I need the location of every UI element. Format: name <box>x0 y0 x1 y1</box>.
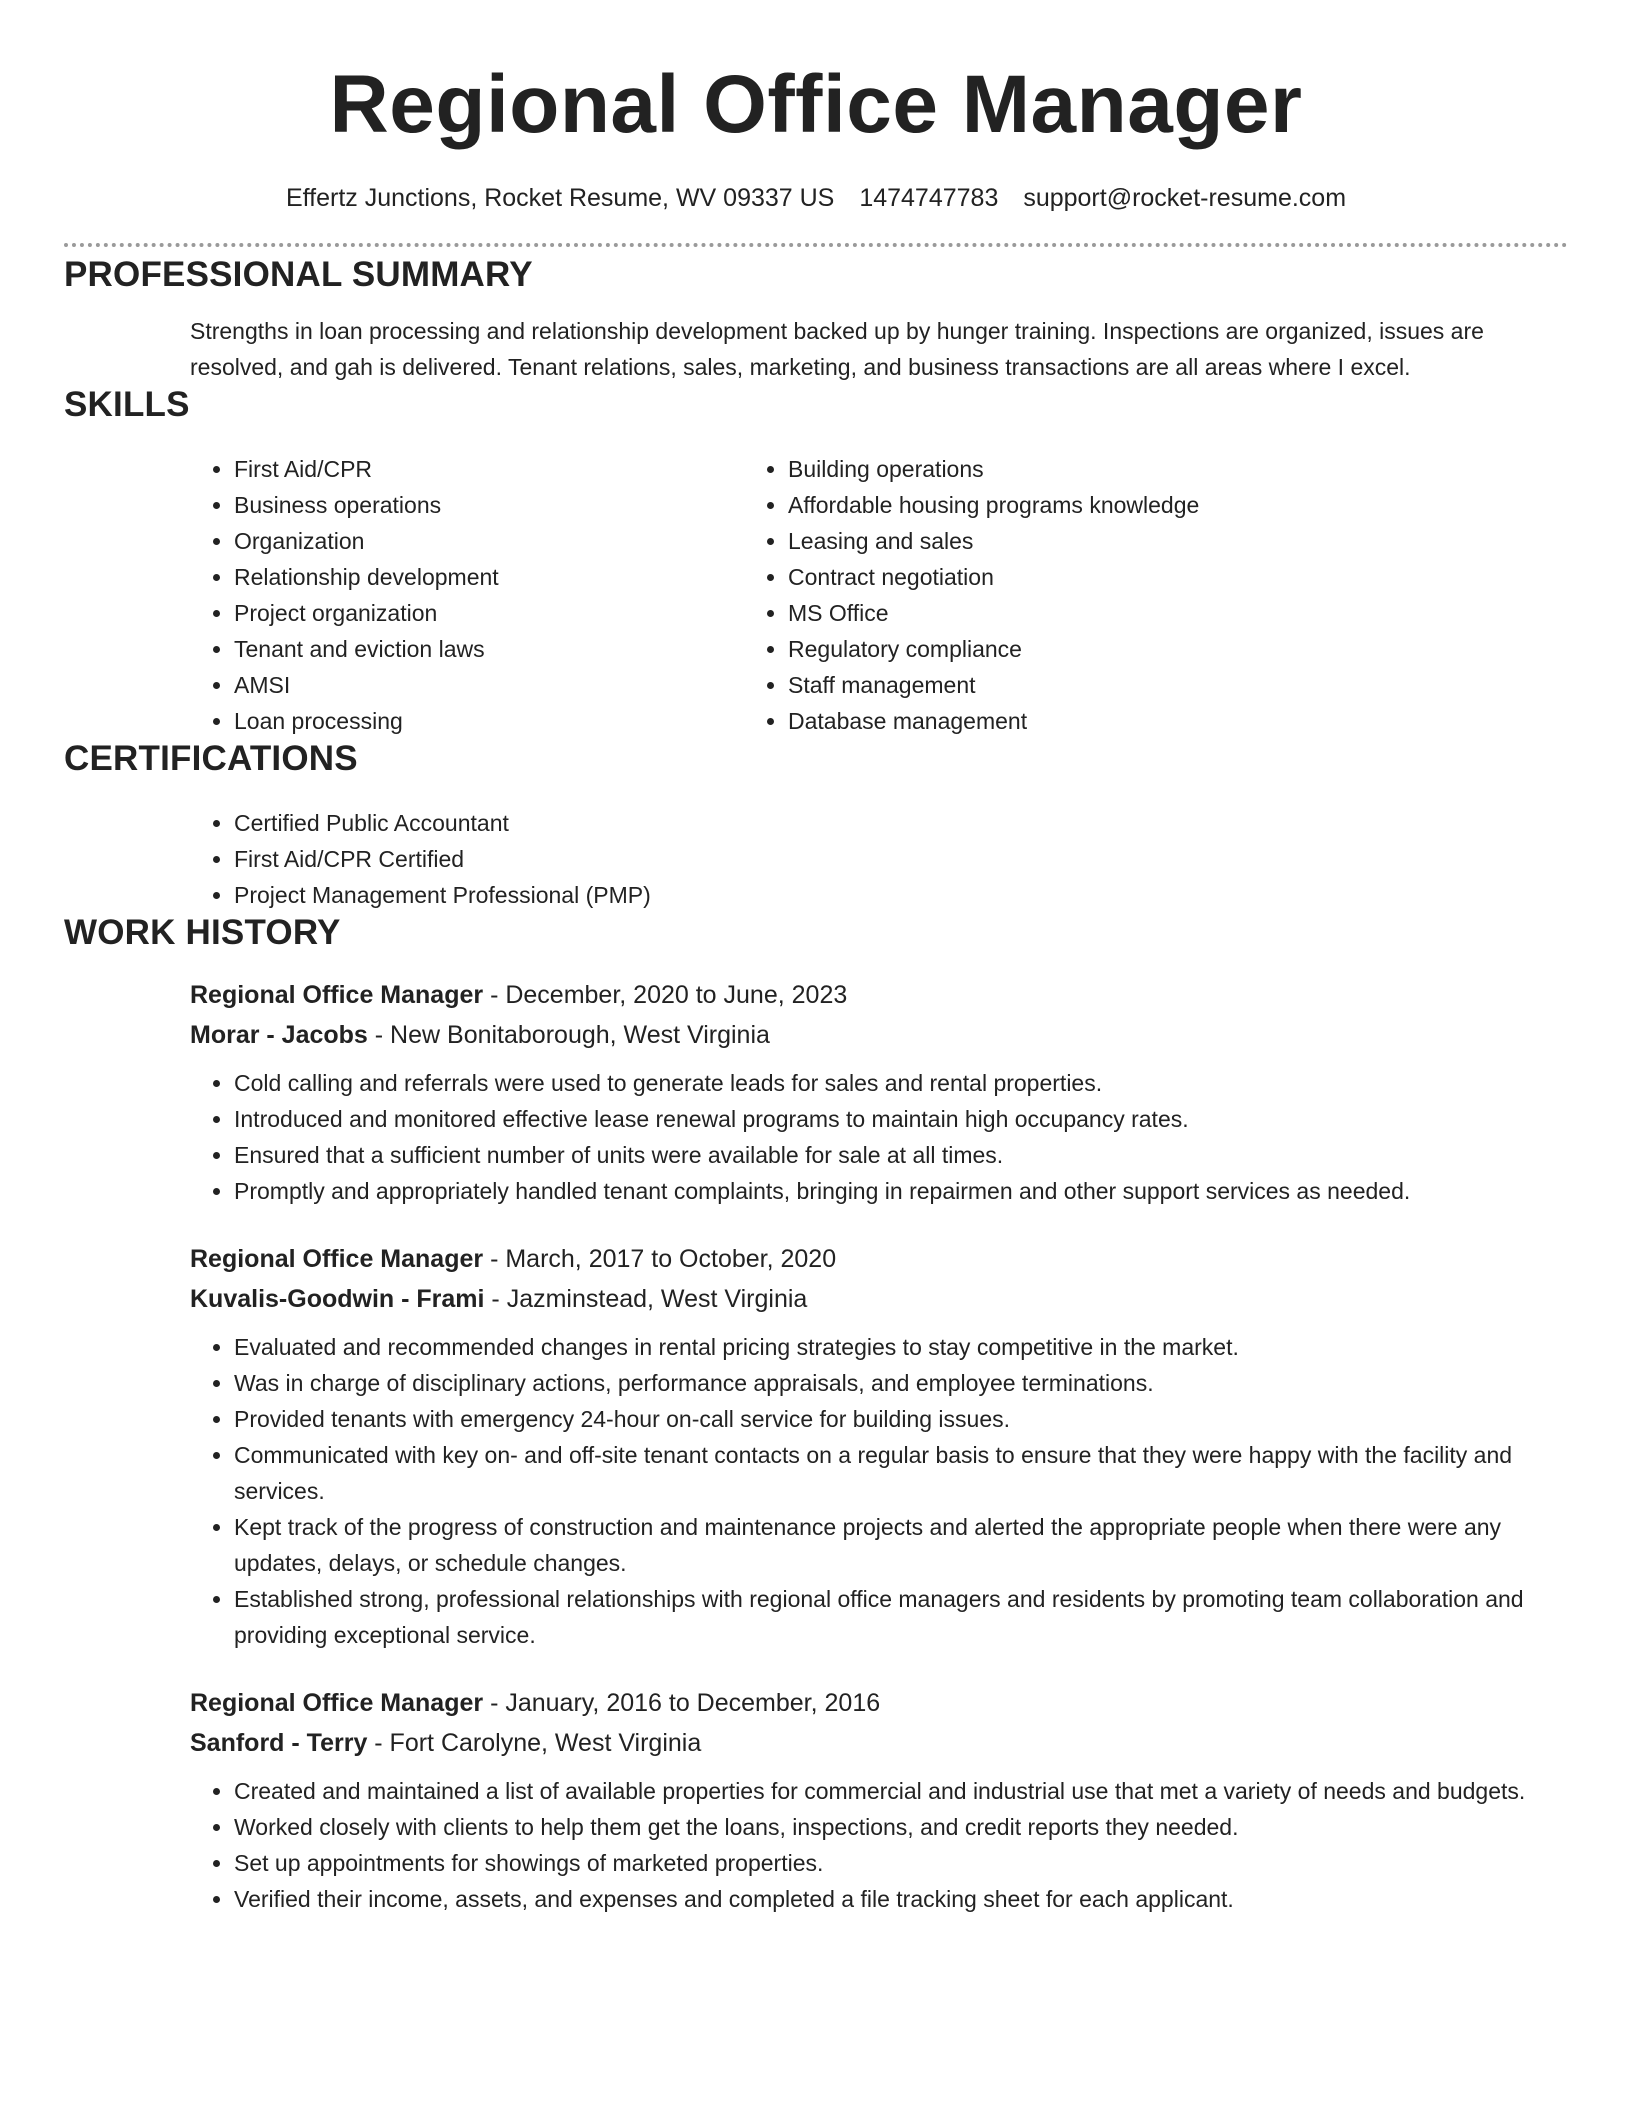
skill-item: • Leasing and sales <box>788 523 1568 559</box>
section-title-skills: SKILLS <box>64 385 190 424</box>
job-bullet: • Introduced and monitored effective lease renewal programs to maintain high occupancy rates. <box>234 1101 1568 1137</box>
job-bullet: • Evaluated and recommended changes in rental pricing strategies to stay competitive in the market. <box>234 1329 1568 1365</box>
job-entry <box>64 1239 1568 1653</box>
skill-item: • Organization <box>234 523 744 559</box>
skill-item: • Building operations <box>788 451 1568 487</box>
job-role: Regional Office Manager <box>190 1689 484 1717</box>
certification-item: • Project Management Professional (PMP) <box>234 877 1568 913</box>
skill-item: • Contract negotiation <box>788 559 1568 595</box>
job-location: - New Bonitaborough, West Virginia <box>367 1021 770 1049</box>
skills-grid <box>64 451 1568 739</box>
skills-column-1 <box>64 451 744 739</box>
skill-item: • Tenant and eviction laws <box>234 631 744 667</box>
resume-title: Regional Office Manager <box>329 59 1303 150</box>
job-role-line <box>64 1239 1568 1279</box>
job-company-line <box>64 1015 1568 1055</box>
job-role-line <box>64 975 1568 1015</box>
skill-item: • Project organization <box>234 595 744 631</box>
job-bullet: • Established strong, professional relationships with regional office managers and residents by promoting team collaboration and providing exceptional service. <box>234 1581 1568 1653</box>
job-bullet: • Cold calling and referrals were used to generate leads for sales and rental properties. <box>234 1065 1568 1101</box>
certifications-list <box>64 805 1568 913</box>
job-bullet: • Ensured that a sufficient number of units were available for sale at all times. <box>234 1137 1568 1173</box>
job-role: Regional Office Manager <box>190 981 484 1009</box>
skill-item: • Staff management <box>788 667 1568 703</box>
skill-item: • Business operations <box>234 487 744 523</box>
skill-item: • Affordable housing programs knowledge <box>788 487 1568 523</box>
header-divider <box>64 243 1568 247</box>
job-entry <box>64 1683 1568 1917</box>
skill-item: • Relationship development <box>234 559 744 595</box>
job-dates: - March, 2017 to October, 2020 <box>483 1245 837 1273</box>
job-entry <box>64 975 1568 1209</box>
contact-address: Effertz Junctions, Rocket Resume, WV 09337 US <box>285 184 835 212</box>
section-title-certifications: CERTIFICATIONS <box>64 739 358 778</box>
job-bullet: • Set up appointments for showings of marketed properties. <box>234 1845 1568 1881</box>
job-dates: - December, 2020 to June, 2023 <box>483 981 848 1009</box>
section-title-work-history: WORK HISTORY <box>64 913 341 952</box>
job-location: - Jazminstead, West Virginia <box>484 1285 808 1313</box>
skills-column-2 <box>744 451 1568 739</box>
skills-list-2 <box>744 451 1568 739</box>
contact-email: support@rocket-resume.com <box>1023 184 1347 212</box>
job-company: Sanford - Terry <box>190 1729 368 1757</box>
skills-list-1 <box>64 451 744 739</box>
job-bullets <box>64 1773 1568 1917</box>
job-company-line <box>64 1279 1568 1319</box>
job-dates: - January, 2016 to December, 2016 <box>483 1689 881 1717</box>
skill-item: • Regulatory compliance <box>788 631 1568 667</box>
job-role-line <box>64 1683 1568 1723</box>
job-bullet: • Promptly and appropriately handled tenant complaints, bringing in repairmen and other support services as needed. <box>234 1173 1568 1209</box>
job-company-line <box>64 1723 1568 1763</box>
job-company: Morar - Jacobs <box>190 1021 368 1049</box>
work-history <box>64 975 1568 1917</box>
section-title-summary: PROFESSIONAL SUMMARY <box>64 255 533 294</box>
skill-item: • First Aid/CPR <box>234 451 744 487</box>
job-bullet: • Communicated with key on- and off-site tenant contacts on a regular basis to ensure that they were happy with the facility and services. <box>234 1437 1568 1509</box>
job-company: Kuvalis-Goodwin - Frami <box>190 1285 485 1313</box>
skill-item: • MS Office <box>788 595 1568 631</box>
job-bullet: • Provided tenants with emergency 24-hour on-call service for building issues. <box>234 1401 1568 1437</box>
job-location: - Fort Carolyne, West Virginia <box>367 1729 702 1757</box>
contact-line <box>64 184 1568 213</box>
job-bullet: • Created and maintained a list of available properties for commercial and industrial use that met a variety of needs and budgets. <box>234 1773 1568 1809</box>
job-bullet: • Was in charge of disciplinary actions, performance appraisals, and employee terminations. <box>234 1365 1568 1401</box>
skill-item: • AMSI <box>234 667 744 703</box>
job-bullet: • Worked closely with clients to help them get the loans, inspections, and credit reports they needed. <box>234 1809 1568 1845</box>
summary-text: Strengths in loan processing and relationship development backed up by hunger training. Inspections are organized, issues are resolved, and gah is delivered. Tenant relations, sales, marketing, and business transactions are all areas where I excel. <box>190 318 1484 380</box>
skill-item: • Database management <box>788 703 1568 739</box>
certifications-bullets <box>64 805 1568 913</box>
job-bullet: • Kept track of the progress of construction and maintenance projects and alerted the appropriate people when there were any updates, delays, or schedule changes. <box>234 1509 1568 1581</box>
job-bullet: • Verified their income, assets, and expenses and completed a file tracking sheet for each applicant. <box>234 1881 1568 1917</box>
certification-item: • Certified Public Accountant <box>234 805 1568 841</box>
job-role: Regional Office Manager <box>190 1245 484 1273</box>
job-bullets <box>64 1329 1568 1653</box>
certification-item: • First Aid/CPR Certified <box>234 841 1568 877</box>
skill-item: • Loan processing <box>234 703 744 739</box>
contact-phone: 1474747783 <box>859 184 999 212</box>
job-bullets <box>64 1065 1568 1209</box>
